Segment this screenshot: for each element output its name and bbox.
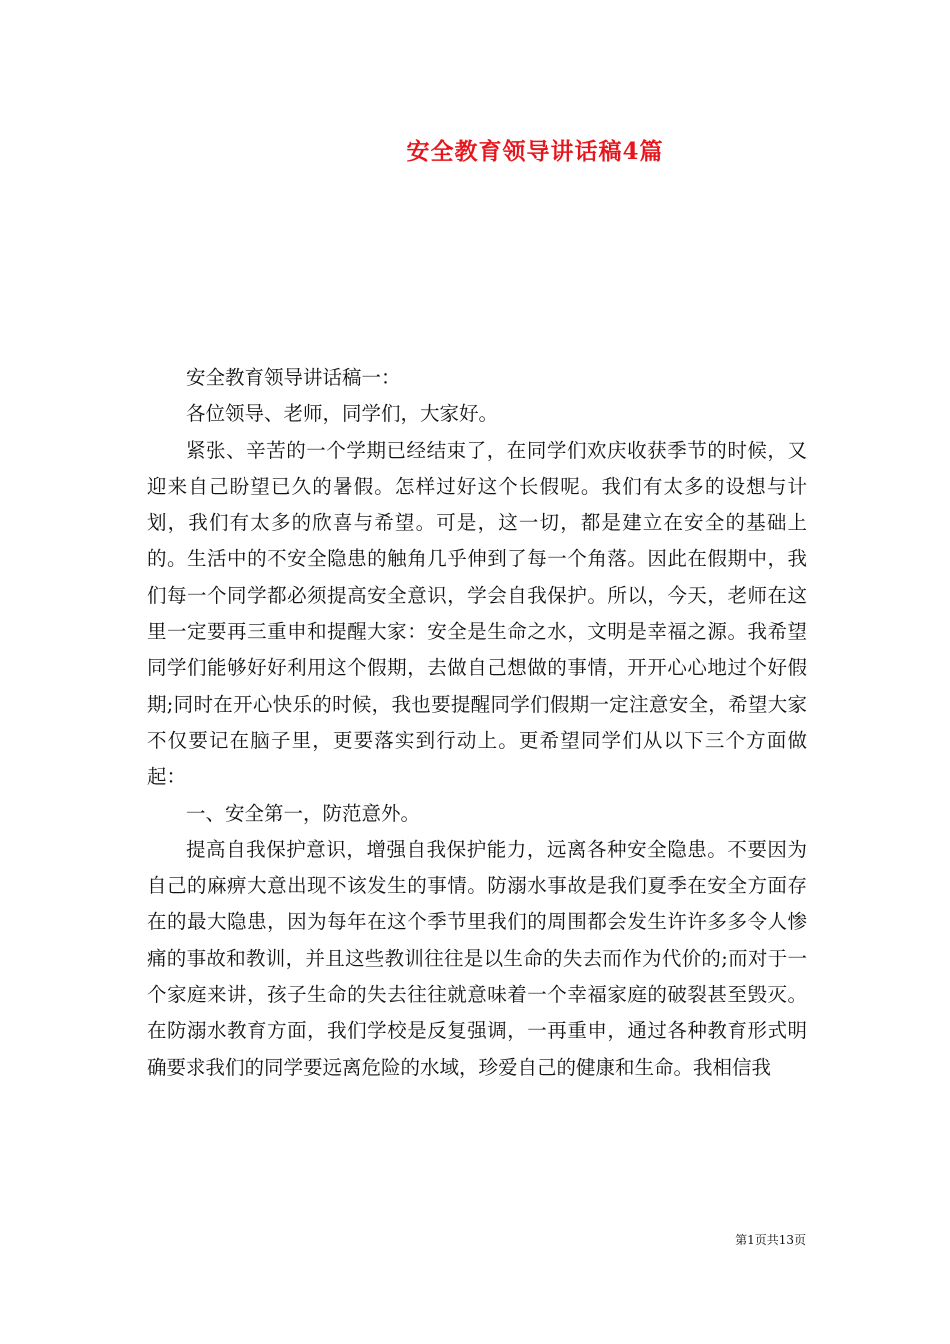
- section-heading: 安全教育领导讲话稿一：: [186, 366, 401, 389]
- subsection-heading: 一、安全第一，防范意外。: [186, 801, 421, 825]
- page-number: 第1页共13页: [735, 1233, 806, 1247]
- greeting-paragraph: 各位领导、老师，同学们，大家好。: [186, 402, 499, 426]
- intro-paragraph: 紧张、辛苦的一个学期已经结束了，在同学们欢庆收获季节的时候，又迎来自己盼望已久的暑假。怎样过好这个长假呢。我们有太多的设想与计划，我们有太多的欣喜与希望。可是，这一切，都是建立在安全的基础上的。生活中的不安全隐患的触角几乎伸到了每一个角落。因此在假期中，我们每一个同学都必须提高安全意识，学会自我保护。所以，今天，老师在这里一定要再三重申和提醒大家：安全是生命之水，文明是幸福之源。我希望同学们能够好好利用这个假期，去做自己想做的事情，开开心心地过个好假期;同时在开心快乐的时候，我也要提醒同学们假期一定注意安全，希望大家不仅要记在脑子里，更要落实到行动上。更希望同学们从以下三个方面做起：: [147, 438, 807, 789]
- document-body: [147, 360, 807, 1086]
- document-title: 安全教育领导讲话稿4篇: [406, 138, 664, 165]
- body-paragraph: 提高自我保护意识，增强自我保护能力，远离各种安全隐患。不要因为自己的麻痹大意出现不该发生的事情。防溺水事故是我们夏季在安全方面存在的最大隐患，因为每年在这个季节里我们的周围都会发生许许多多令人惨痛的事故和教训，并且这些教训往往是以生命的失去而作为代价的;而对于一个家庭来讲，孩子生命的失去往往就意味着一个幸福家庭的破裂甚至毁灭。在防溺水教育方面，我们学校是反复强调，一再重申，通过各种教育形式明确要求我们的同学要远离危险的水域，珍爱自己的健康和生命。我相信我: [147, 837, 807, 1079]
